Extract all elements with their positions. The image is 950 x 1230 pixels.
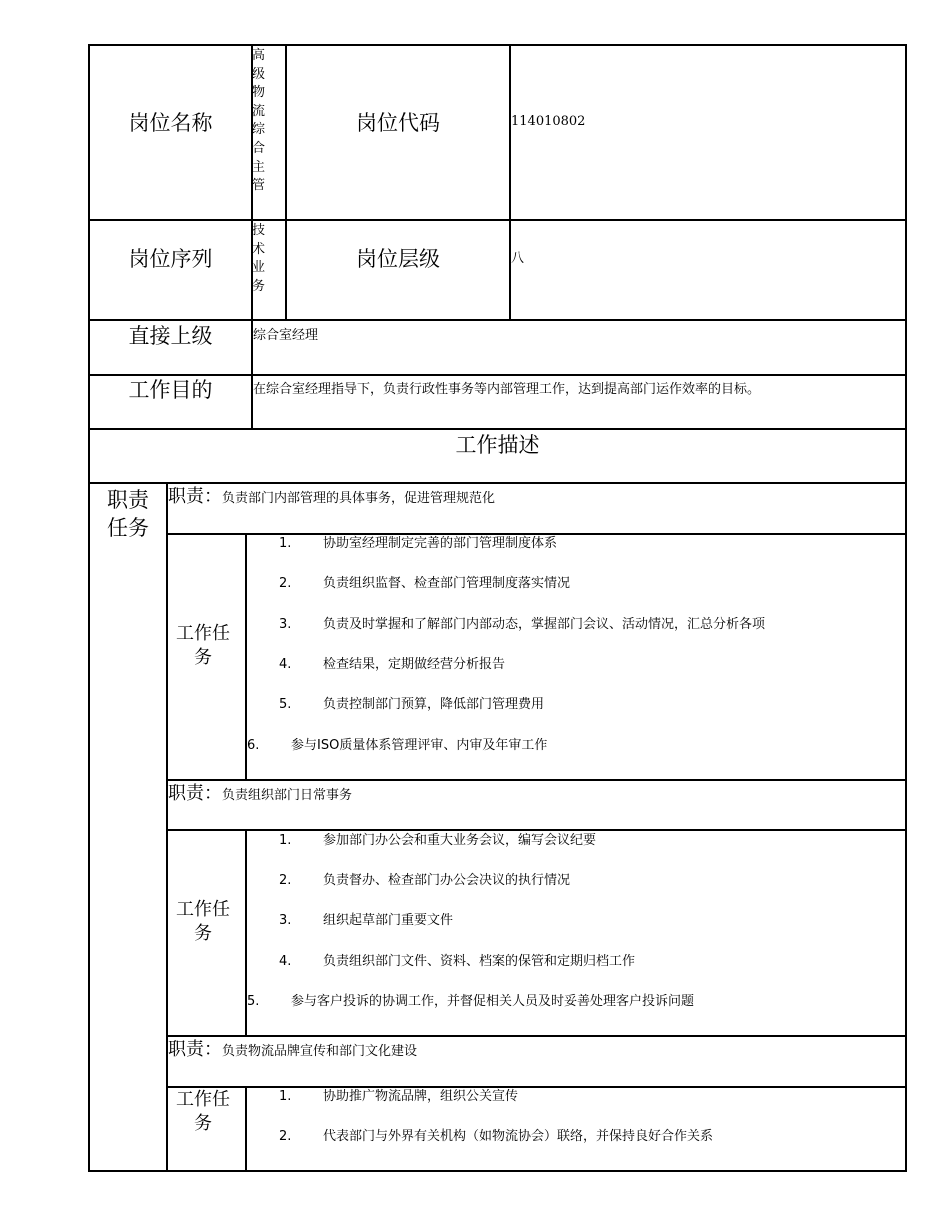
task-number: 2. xyxy=(279,576,292,591)
task-text: 负责督办、检查部门办公会决议的执行情况 xyxy=(323,873,571,888)
task-text: 负责组织监督、检查部门管理制度落实情况 xyxy=(323,576,571,591)
task-number: 4. xyxy=(279,657,292,672)
row-divider xyxy=(88,482,907,484)
task-number: 3. xyxy=(279,617,292,632)
tasks-label: 工作任务 xyxy=(176,899,230,944)
duty-text: 负责部门内部管理的具体事务，促进管理规范化 xyxy=(222,491,496,506)
position-code-value: 114010802 xyxy=(511,114,586,129)
task-text: 组织起草部门重要文件 xyxy=(323,913,454,928)
col-divider xyxy=(285,44,287,321)
duty-1-row xyxy=(168,485,905,515)
task-text: 参与客户投诉的协调工作，并督促相关人员及时妥善处理客户投诉问题 xyxy=(291,994,695,1009)
position-name-label: 岗位名称 xyxy=(128,111,213,135)
task-text: 负责控制部门预算，降低部门管理费用 xyxy=(323,697,545,712)
duty-3-row xyxy=(168,1038,905,1068)
task-text: 代表部门与外界有关机构（如物流协会）联络，并保持良好合作关系 xyxy=(323,1129,714,1144)
row-divider xyxy=(166,829,907,831)
task-number: 5. xyxy=(247,994,260,1009)
duty-prefix: 职责： xyxy=(168,1039,222,1060)
task-text: 参与ISO质量体系管理评审、内审及年审工作 xyxy=(291,738,548,753)
task-text: 检查结果，定期做经营分析报告 xyxy=(323,657,506,672)
col-divider xyxy=(509,44,511,321)
task-text: 协助室经理制定完善的部门管理制度体系 xyxy=(323,536,558,551)
duty-prefix: 职责： xyxy=(168,783,222,804)
position-series-label: 岗位序列 xyxy=(128,247,213,271)
position-level-value: 八 xyxy=(511,251,525,266)
task-number: 3. xyxy=(279,913,292,928)
task-text: 参加部门办公会和重大业务会议，编写会议纪要 xyxy=(323,833,597,848)
task-text: 协助推广物流品牌，组织公关宣传 xyxy=(323,1089,519,1104)
task-number: 1. xyxy=(279,833,292,848)
duty-text: 负责组织部门日常事务 xyxy=(222,788,353,803)
supervisor-label: 直接上级 xyxy=(128,324,213,348)
row-divider xyxy=(166,1086,907,1088)
col-divider xyxy=(166,482,168,1172)
section-title: 工作描述 xyxy=(455,433,540,457)
task-number: 1. xyxy=(279,1089,292,1104)
task-number: 4. xyxy=(279,954,292,969)
purpose-value: 在综合室经理指导下，负责行政性事务等内部管理工作，达到提高部门运作效率的目标。 xyxy=(253,382,761,397)
duties-label: 职责任务 xyxy=(107,488,149,540)
row-divider xyxy=(88,219,907,221)
task-text: 负责及时掌握和了解部门内部动态，掌握部门会议、活动情况，汇总分析各项 xyxy=(323,617,766,632)
position-level-label: 岗位层级 xyxy=(356,247,440,271)
row-divider xyxy=(166,779,907,781)
row-divider xyxy=(166,1035,907,1037)
purpose-label: 工作目的 xyxy=(128,378,213,402)
duty-text: 负责物流品牌宣传和部门文化建设 xyxy=(222,1044,418,1059)
duty-2-row xyxy=(168,782,905,812)
position-code-label: 岗位代码 xyxy=(356,111,440,135)
row-divider xyxy=(88,428,907,430)
supervisor-value: 综合室经理 xyxy=(253,328,319,343)
task-text: 负责组织部门文件、资料、档案的保管和定期归档工作 xyxy=(323,954,636,969)
task-number: 5. xyxy=(279,697,292,712)
row-divider xyxy=(88,319,907,321)
tasks-label: 工作任务 xyxy=(176,623,230,668)
task-number: 1. xyxy=(279,536,292,551)
position-name-value: 高级物流综合主管 xyxy=(252,48,266,194)
task-number: 2. xyxy=(279,1129,292,1144)
task-number: 6. xyxy=(247,738,260,753)
tasks-label: 工作任务 xyxy=(176,1089,230,1134)
task-number: 2. xyxy=(279,873,292,888)
duty-prefix: 职责： xyxy=(168,486,222,507)
col-divider xyxy=(245,1086,247,1172)
position-series-value: 技术业务 xyxy=(252,223,266,294)
